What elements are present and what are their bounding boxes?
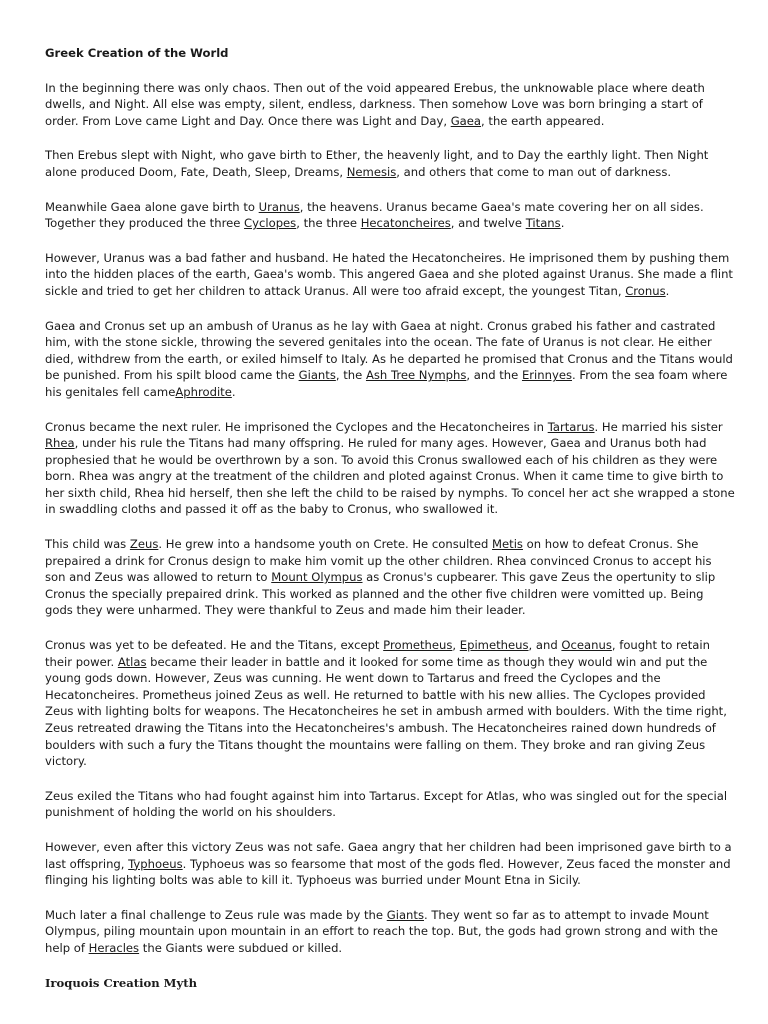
link-titans[interactable]: Titans bbox=[525, 216, 561, 231]
paragraph bbox=[45, 536, 735, 619]
link-prometheus[interactable]: Prometheus bbox=[383, 638, 453, 653]
paragraph bbox=[45, 80, 735, 130]
link-ash-tree-nymphs[interactable]: Ash Tree Nymphs bbox=[365, 368, 467, 383]
link-rhea[interactable]: Rhea bbox=[45, 436, 75, 451]
text-run: In the beginning there was only chaos. Then out of the void appeared Erebus, the unknowable place where death dwells, and Night. All else was empty, silent, endless, darkness. Then somehow Love was born bringing a start of order. From Love came Light and Day. Once there was Light and Day, bbox=[45, 80, 705, 128]
paragraph bbox=[45, 637, 735, 770]
text-run: , the three bbox=[296, 216, 361, 231]
text-run: , fought to retain their power. bbox=[45, 638, 710, 669]
paragraph bbox=[45, 839, 735, 889]
paragraph bbox=[45, 907, 735, 957]
text-run: Cronus became the next ruler. He imprisoned the Cyclopes and the Hecatoncheires in bbox=[45, 419, 548, 434]
text-run: Zeus exiled the Titans who had fought against him into Tartarus. Except for Atlas, who was singled out for the special punishment of holding the world on his shoulders. bbox=[45, 788, 728, 820]
link-hecatoncheires[interactable]: Hecatoncheires bbox=[360, 216, 451, 231]
text-run: , bbox=[452, 638, 460, 653]
paragraph bbox=[45, 419, 735, 519]
text-run: . bbox=[231, 384, 236, 399]
link-cronus[interactable]: Cronus bbox=[625, 283, 666, 298]
text-run: , the earth appeared. bbox=[481, 113, 605, 128]
link-erinnyes[interactable]: Erinnyes bbox=[521, 368, 573, 383]
text-run: Meanwhile Gaea alone gave birth to bbox=[45, 199, 259, 214]
text-run: became their leader in battle and it looked for some time as though they would win and put the young gods down. However, Zeus was cunning. He went down to Tartarus and freed the Cyclopes and the Hecatoncheires. Prometheus joined Zeus as well. He returned to battle with his new allies. The Cyclopes provided Zeus with lighting bolts for weapons. The Hecatoncheires he set in ambush armed with boulders. With the time right, Zeus retreated drawing the Titans into the Hecatoncheires's ambush. The Hecatoncheires rained down hundreds of boulders with such a fury the Titans thought the mountains were falling on them. They broke and ran giving Zeus victory. bbox=[45, 654, 727, 769]
text-run: However, Uranus was a bad father and husband. He hated the Hecatoncheires. He imprisoned them by pushing them into the hidden places of the earth, Gaea's womb. This angered Gaea and she ploted against Uranus. She made a flint sickle and tried to get her children to attack Uranus. All were too afraid except, the youngest Titan, bbox=[45, 250, 733, 298]
link-giants[interactable]: Giants bbox=[386, 907, 424, 922]
link-metis[interactable]: Metis bbox=[492, 537, 523, 552]
text-run: , and others that come to man out of darkness. bbox=[396, 164, 672, 179]
link-gaea[interactable]: Gaea bbox=[450, 113, 482, 128]
text-run: Then Erebus slept with Night, who gave birth to Ether, the heavenly light, and to Day the earthly light. Then Night alone produced Doom, Fate, Death, Sleep, Dreams, bbox=[45, 148, 709, 179]
link-typhoeus[interactable]: Typhoeus bbox=[128, 856, 183, 871]
text-run: , and twelve bbox=[450, 216, 526, 231]
paragraph bbox=[45, 788, 735, 821]
text-run: , under his rule the Titans had many offspring. He ruled for many ages. However, Gaea and Uranus both had prophesied that he would be overthrown by a son. To avoid this Cronus swallowed each of his children as they were born. Rhea was angry at the treatment of the children and ploted against Cronus. When it came time to give birth to her sixth child, Rhea hid herself, then she left the child to be raised by nymphs. To concel her act she wrapped a stone in swaddling cloths and passed it off as the baby to Cronus, who swallowed it. bbox=[45, 436, 735, 517]
text-run: . Typhoeus was so fearsome that most of the gods fled. However, Zeus faced the monster and flinging his lighting bolts was able to kill it. Typhoeus was burried under Mount Etna in Sicily. bbox=[45, 856, 731, 888]
text-run: However, even after this victory Zeus was not safe. Gaea angry that her children had been imprisoned gave birth to a last offspring, bbox=[45, 839, 732, 871]
text-run: , the bbox=[335, 368, 366, 383]
link-cyclopes[interactable]: Cyclopes bbox=[244, 216, 297, 231]
text-run: Cronus was yet to be defeated. He and the Titans, except bbox=[45, 638, 384, 653]
link-atlas[interactable]: Atlas bbox=[117, 654, 147, 669]
paragraph bbox=[45, 318, 735, 401]
text-run: . From the sea foam where his genitales fell came bbox=[45, 368, 728, 399]
document-body bbox=[45, 80, 735, 957]
link-zeus[interactable]: Zeus bbox=[129, 537, 159, 552]
text-run: This child was bbox=[45, 537, 130, 552]
text-run: . bbox=[665, 283, 670, 298]
link-tartarus[interactable]: Tartarus bbox=[547, 419, 595, 434]
link-oceanus[interactable]: Oceanus bbox=[561, 638, 612, 653]
text-run: . He grew into a handsome youth on Crete. He consulted bbox=[158, 537, 493, 552]
link-mount-olympus[interactable]: Mount Olympus bbox=[271, 570, 363, 585]
text-run: the Giants were subdued or killed. bbox=[139, 940, 343, 955]
text-run: , the heavens. Uranus became Gaea's mate covering her on all sides. Together they produced the three bbox=[45, 199, 704, 231]
text-run: . He married his sister bbox=[594, 419, 723, 434]
link-heracles[interactable]: Heracles bbox=[88, 940, 140, 955]
link-giants[interactable]: Giants bbox=[298, 368, 336, 383]
text-run: Much later a final challenge to Zeus rule was made by the bbox=[45, 907, 387, 922]
paragraph bbox=[45, 199, 735, 232]
link-uranus[interactable]: Uranus bbox=[258, 199, 300, 214]
text-run: . bbox=[560, 216, 565, 231]
text-run: Gaea and Cronus set up an ambush of Uranus as he lay with Gaea at night. Cronus grabed his father and castrated him, with the stone sickle, throwing the severed genitales into the ocean. The fate of Uranus is not clear. He either died, withdrew from the earth, or exiled himself to Italy. As he departed he promised that Cronus and the Titans would be punished. From his spilt blood came the bbox=[45, 318, 733, 383]
next-section-heading: Iroquois Creation Myth bbox=[45, 975, 198, 990]
paragraph bbox=[45, 250, 735, 300]
text-run: on how to defeat Cronus. She prepaired a drink for Cronus design to make him vomit up the other children. Rhea convinced Cronus to accept his son and Zeus was allowed to return to bbox=[45, 537, 712, 585]
document-title: Greek Creation of the World bbox=[45, 46, 229, 60]
link-nemesis[interactable]: Nemesis bbox=[346, 164, 397, 179]
text-run: as Cronus's cupbearer. This gave Zeus the opertunity to slip Cronus the specially prepaired drink. This worked as planned and the other five children were vomitted up. Being gods they were unharmed. They were thankful to Zeus and made him their leader. bbox=[45, 570, 716, 618]
link-aphrodite[interactable]: Aphrodite bbox=[175, 384, 232, 399]
document-page bbox=[45, 45, 735, 991]
text-run: , and the bbox=[466, 368, 522, 383]
text-run: . They went so far as to attempt to invade Mount Olympus, piling mountain upon mountain in an effort to reach the top. But, the gods had grown strong and with the help of bbox=[45, 907, 718, 955]
text-run: , and bbox=[528, 638, 562, 653]
link-epimetheus[interactable]: Epimetheus bbox=[459, 638, 529, 653]
paragraph bbox=[45, 147, 735, 180]
